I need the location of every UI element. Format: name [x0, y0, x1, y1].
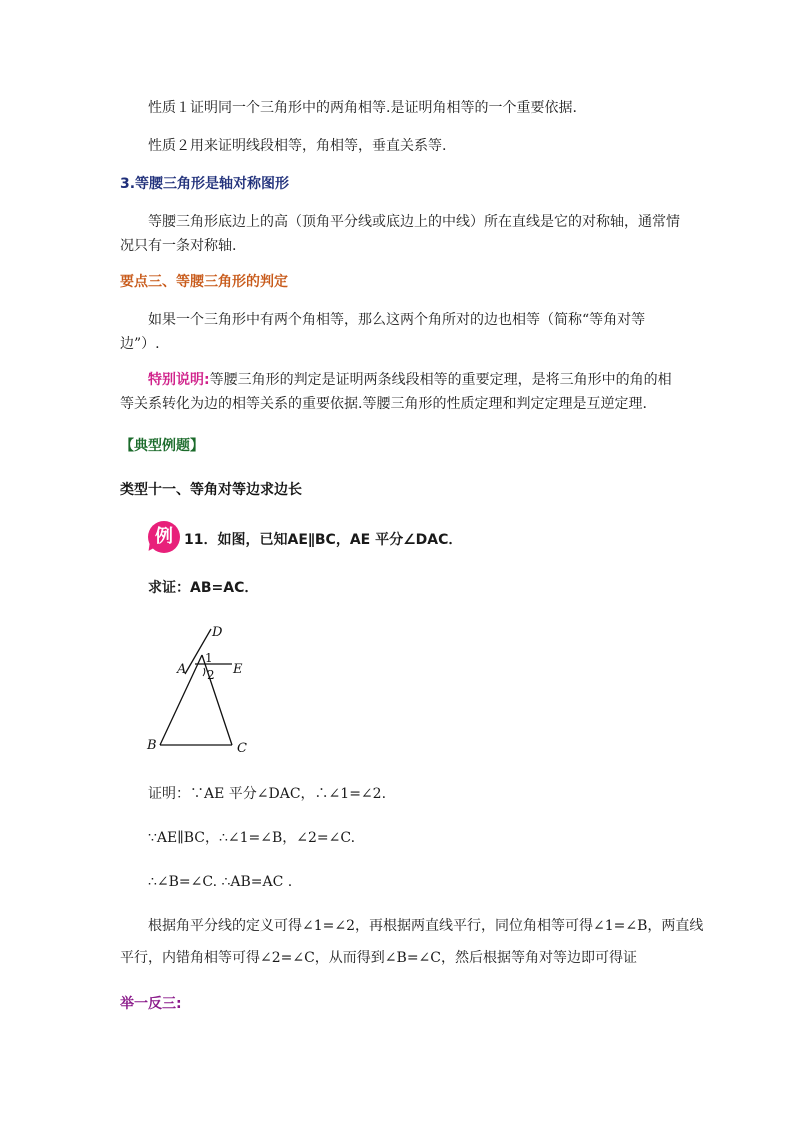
label-2: 2: [207, 668, 215, 682]
explanation-line-1: 根据角平分线的定义可得∠1=∠2，再根据两直线平行，同位角相等可得∠1=∠B，两直线: [148, 918, 704, 934]
proof-line-2: ∵AE∥BC，∴∠1=∠B，∠2=∠C.: [148, 830, 356, 846]
key-point-3-heading: 要点三、等腰三角形的判定: [120, 274, 288, 290]
symmetry-paragraph-line-1: 等腰三角形底边上的高（顶角平分线或底边上的中线）所在直线是它的对称轴，通常情: [148, 214, 680, 230]
explanation-line-2: 平行，内错角相等可得∠2=∠C，从而得到∠B=∠C，然后根据等角对等边即可得证: [120, 950, 638, 966]
label-1: 1: [205, 651, 213, 665]
special-note-line-1: [148, 370, 672, 390]
example-11-statement: 11．如图，已知AE∥BC，AE 平分∠DAC．: [184, 532, 463, 548]
example-badge: 例: [148, 521, 180, 553]
proof-line-3: ∴∠B=∠C. ∴AB=AC .: [148, 874, 293, 890]
label-A: A: [177, 662, 187, 677]
label-C: C: [237, 741, 247, 756]
special-note-label: 特别说明:: [148, 372, 210, 388]
label-D: D: [212, 625, 223, 640]
property-2-text: 性质２用来证明线段相等，角相等，垂直关系等.: [148, 138, 447, 154]
property-1-text: 性质１证明同一个三角形中的两角相等.是证明角相等的一个重要依据.: [148, 100, 577, 116]
criterion-paragraph-line-1: 如果一个三角形中有两个角相等，那么这两个角所对的边也相等（简称“等角对等: [148, 312, 646, 328]
symmetry-paragraph-line-2: 况只有一条对称轴.: [120, 238, 237, 254]
proof-line-1: 证明：∵AE 平分∠DAC，∴∠1=∠2.: [148, 786, 387, 802]
label-E: E: [233, 662, 243, 677]
triangle-figure: [140, 618, 260, 758]
section-heading-axis-symmetry: 3.等腰三角形是轴对称图形: [120, 176, 290, 192]
prove-statement: 求证：AB=AC．: [148, 580, 259, 596]
practice-heading: 举一反三:: [120, 996, 182, 1012]
special-note-text-1: 等腰三角形的判定是证明两条线段相等的重要定理，是将三角形中的角的相: [209, 372, 672, 388]
type-11-heading: 类型十一、等角对等边求边长: [120, 482, 302, 498]
special-note-line-2: 等关系转化为边的相等关系的重要依据.等腰三角形的性质定理和判定定理是互逆定理.: [120, 396, 647, 412]
typical-examples-heading: 【典型例题】: [120, 438, 204, 454]
criterion-paragraph-line-2: 边”）.: [120, 336, 160, 352]
angle-2-arc: [203, 668, 205, 676]
label-B: B: [147, 738, 157, 753]
